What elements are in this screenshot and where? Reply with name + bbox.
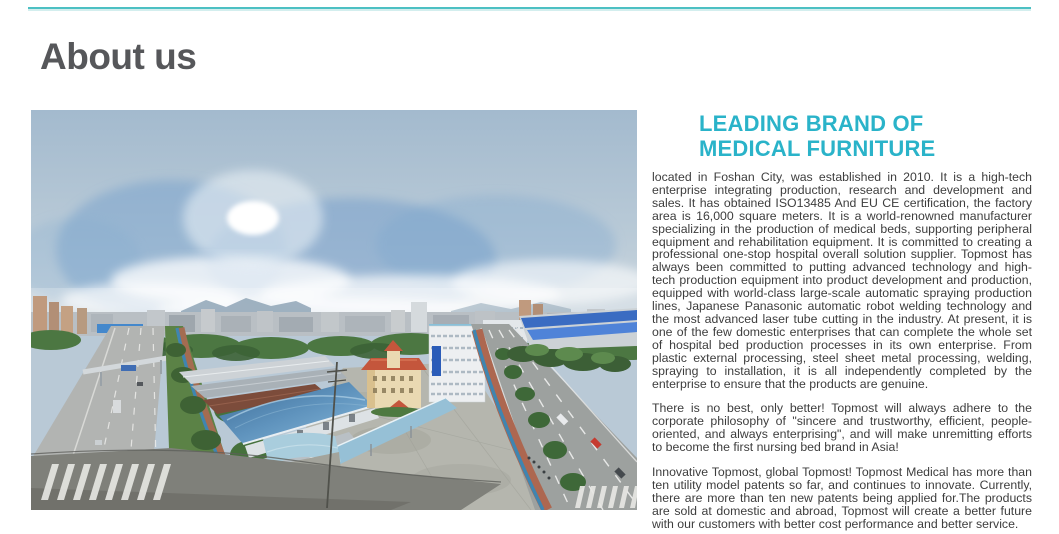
intro-heading-line1: LEADING BRAND OF <box>699 111 924 136</box>
intro-paragraph-2: There is no best, only better! Topmost will always adhere to the corporate philosophy of "sincere and trustworthy, efficient, people-oriented, and always enterprising", and will make unremitting efforts to become the first nursing bed brand in Asia! <box>652 401 1032 455</box>
intro-paragraph-3: Innovative Topmost, global Topmost! Topmost Medical has more than ten utility model patents so far, and continues to innovate. Currently, there are more than ten new patents being applied for.The products are sold at domestic and abroad, Topmost will create a better future with our customers with better cost performance and better service. <box>652 465 1032 531</box>
intro-heading-line2: MEDICAL FURNITURE <box>699 135 936 161</box>
about-text-column <box>652 112 1032 531</box>
intro-paragraph-1: located in Foshan City, was established in 2010. It is a high-tech enterprise integrating production, research and development and sales. It has obtained ISO13485 And EU CE certification, the factory area is 16,000 square meters. It is a world-renowned manufacturer specializing in the production of medical beds, supporting peripheral equipment and rehabilitation equipment. It is committed to creating a professional one-stop hospital overall solution supplier. Topmost has always been committed to putting advanced technology and high-tech production equipment into product development and production, equipped with world-class large-scale automatic spraying production lines, Japanese Panasonic automatic robot welding technology and the most advanced laser tube cutting in the industry. At present, it is one of the few domestic enterprises that can complete the whole set of hospital bed production processes in its own enterprise. From plastic external processing, steel sheet metal processing, welding, spraying to installation, it is all independently completed by the enterprise to ensure that the products are genuine. <box>652 170 1032 391</box>
factory-panorama-image <box>31 110 637 510</box>
page-title: About us <box>40 36 197 77</box>
intro-heading <box>699 112 1032 161</box>
factory-panorama-graphic <box>31 110 637 510</box>
top-divider <box>28 7 1031 9</box>
